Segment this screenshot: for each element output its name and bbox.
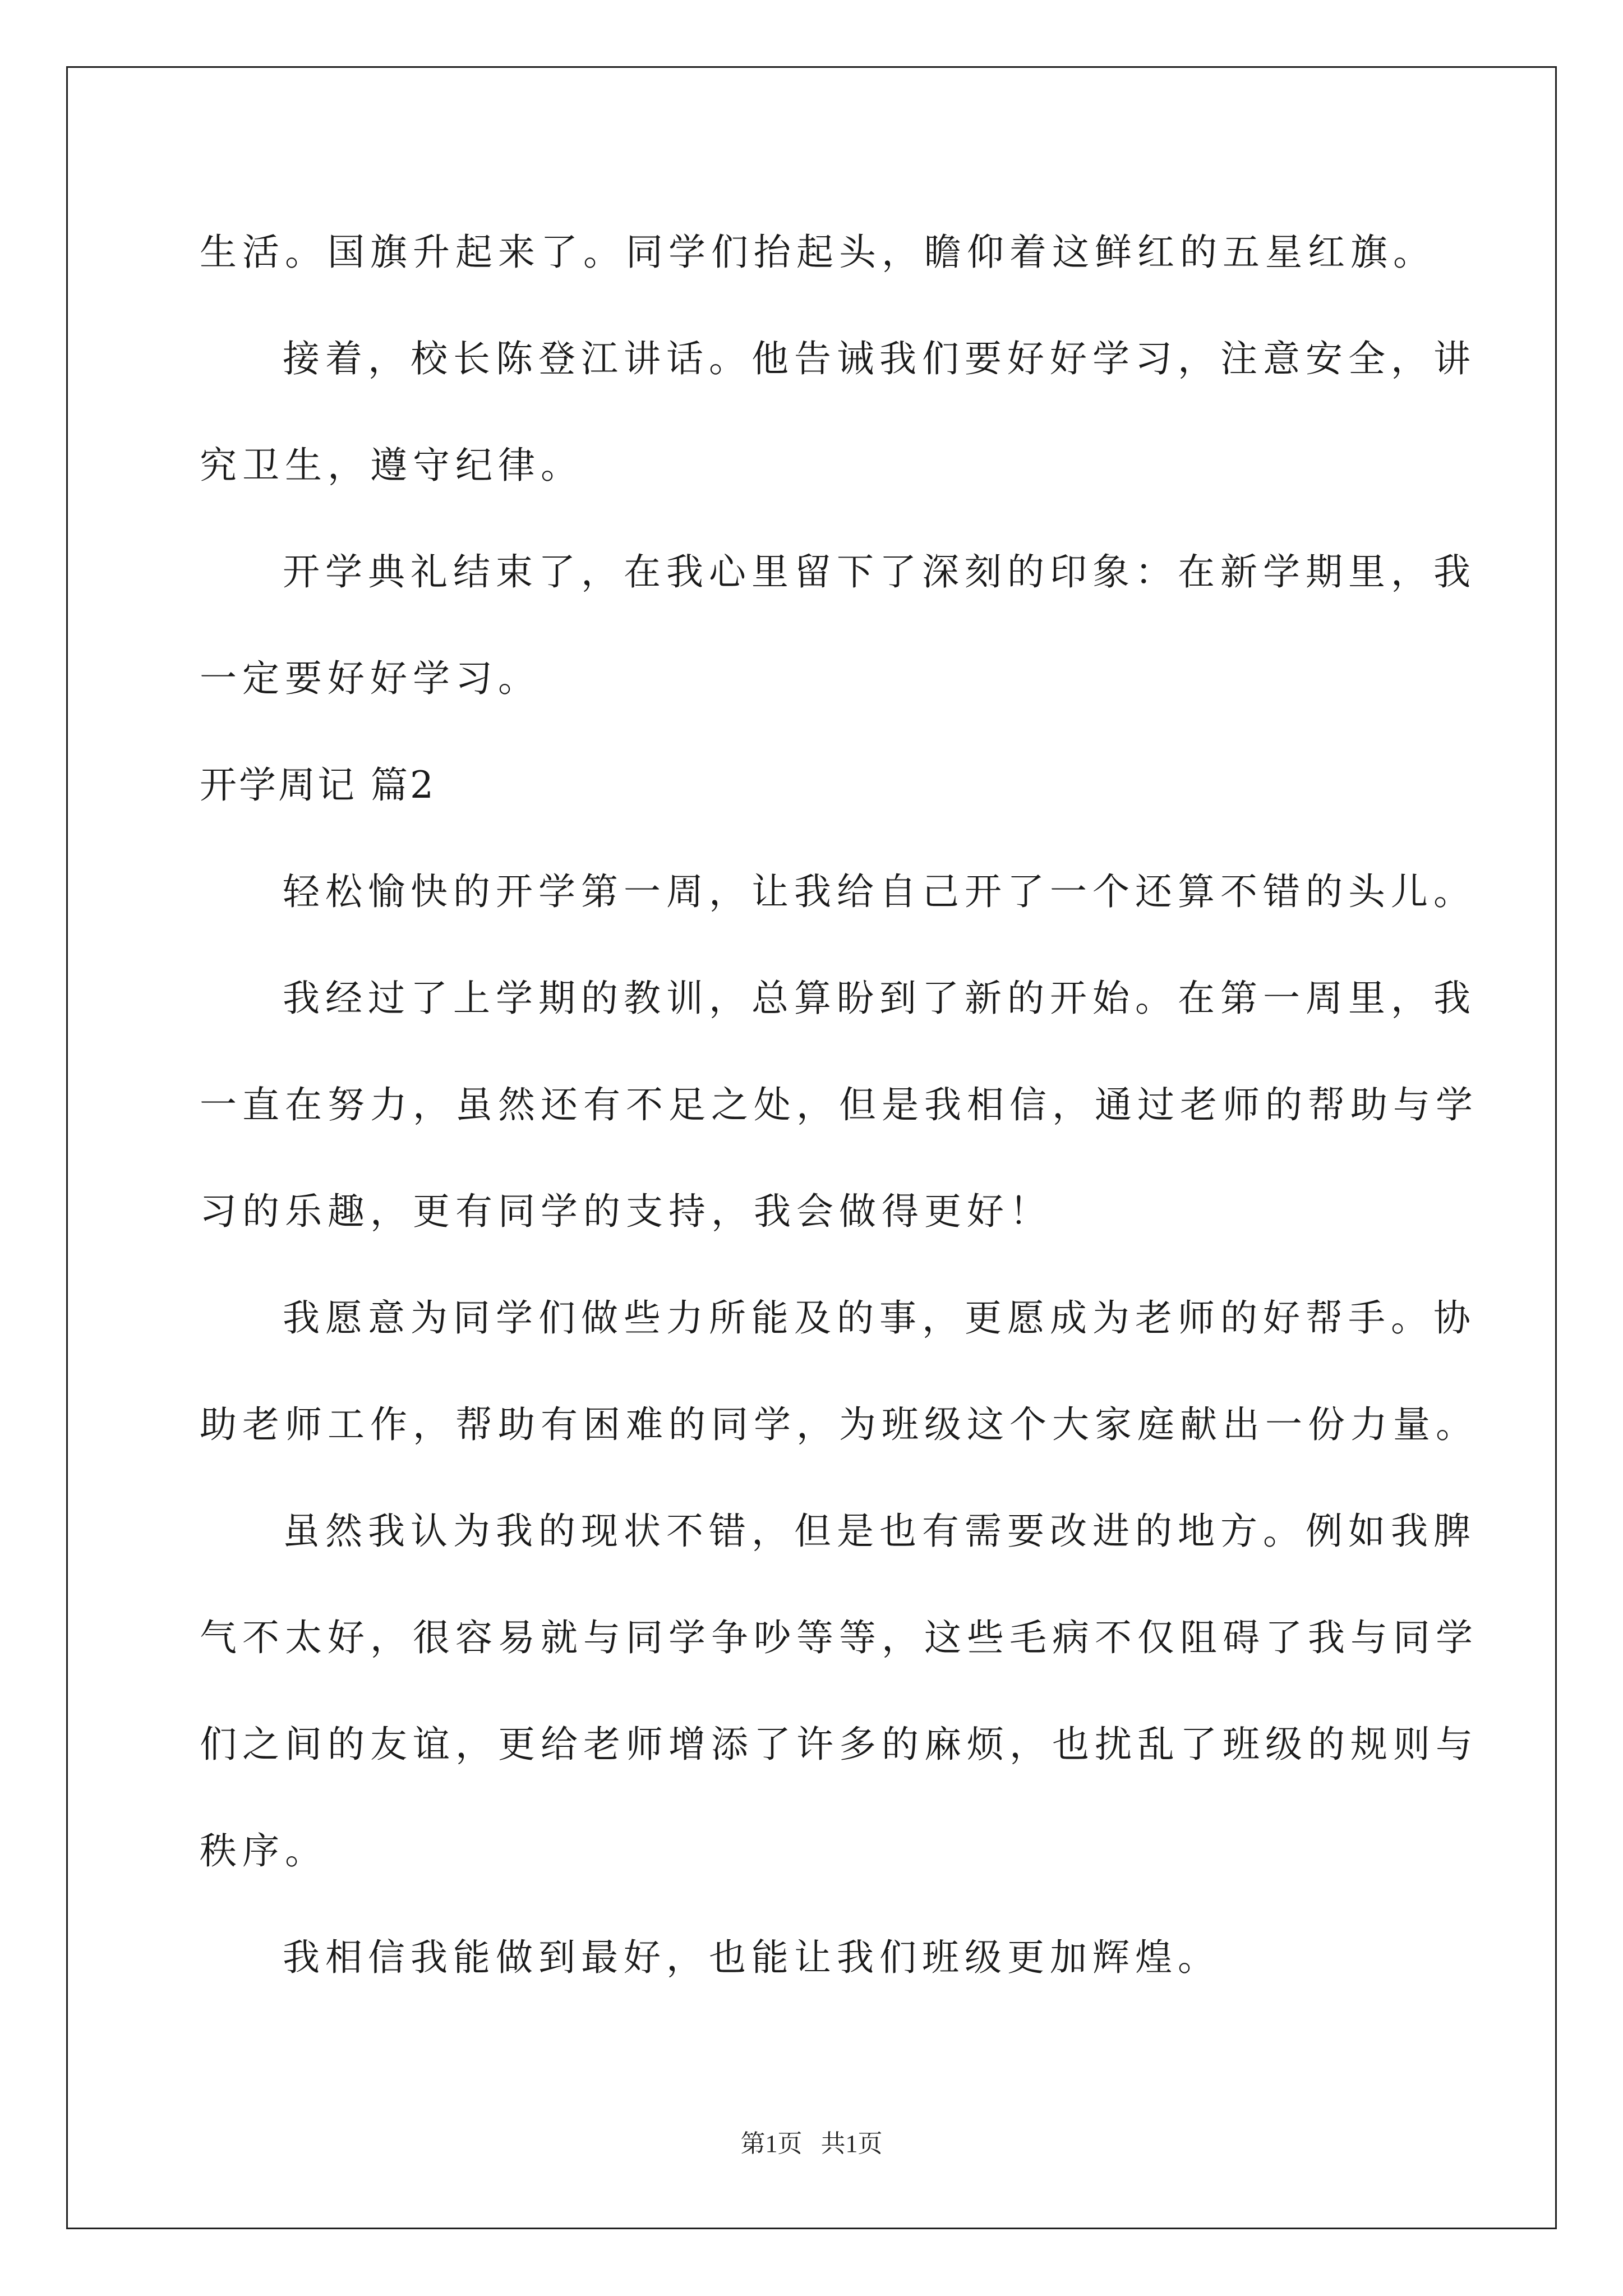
document-body [200,208,1478,2019]
text-line: 气不太好，很容易就与同学争吵等等，这些毛病不仅阻碍了我与同学 [200,1616,1478,1659]
text-line: 接着，校长陈登江讲话。他告诫我们要好好学习，注意安全，讲 [283,337,1476,380]
text-line: 我愿意为同学们做些力所能及的事，更愿成为老师的好帮手。协 [283,1296,1476,1340]
text-line: 秩序。 [200,1829,328,1872]
text-line: 究卫生，遵守纪律。 [200,444,583,487]
page-number-footer: 第1页 共1页 [740,2130,883,2157]
text-line: 虽然我认为我的现状不错，但是也有需要改进的地方。例如我脾 [283,1510,1476,1553]
text-line: 们之间的友谊，更给老师增添了许多的麻烦，也扰乱了班级的规则与 [200,1723,1478,1766]
text-line: 生活。国旗升起来了。同学们抬起头，瞻仰着这鲜红的五星红旗。 [200,231,1436,274]
text-line: 一定要好好学习。 [200,657,541,700]
text-line: 开学典礼结束了，在我心里留下了深刻的印象：在新学期里，我 [283,550,1476,593]
text-line: 轻松愉快的开学第一周，让我给自己开了一个还算不错的头儿。 [283,870,1476,913]
text-line: 助老师工作，帮助有困难的同学，为班级这个大家庭献出一份力量。 [200,1403,1478,1446]
text-line: 一直在努力，虽然还有不足之处，但是我相信，通过老师的帮助与学 [200,1083,1478,1126]
section-heading: 开学周记 篇2 [200,763,436,807]
text-line: 习的乐趣，更有同学的支持，我会做得更好！ [200,1190,1052,1233]
text-line: 我经过了上学期的教训，总算盼到了新的开始。在第一周里，我 [283,977,1476,1020]
text-line: 我相信我能做到最好，也能让我们班级更加辉煌。 [283,1936,1220,1979]
